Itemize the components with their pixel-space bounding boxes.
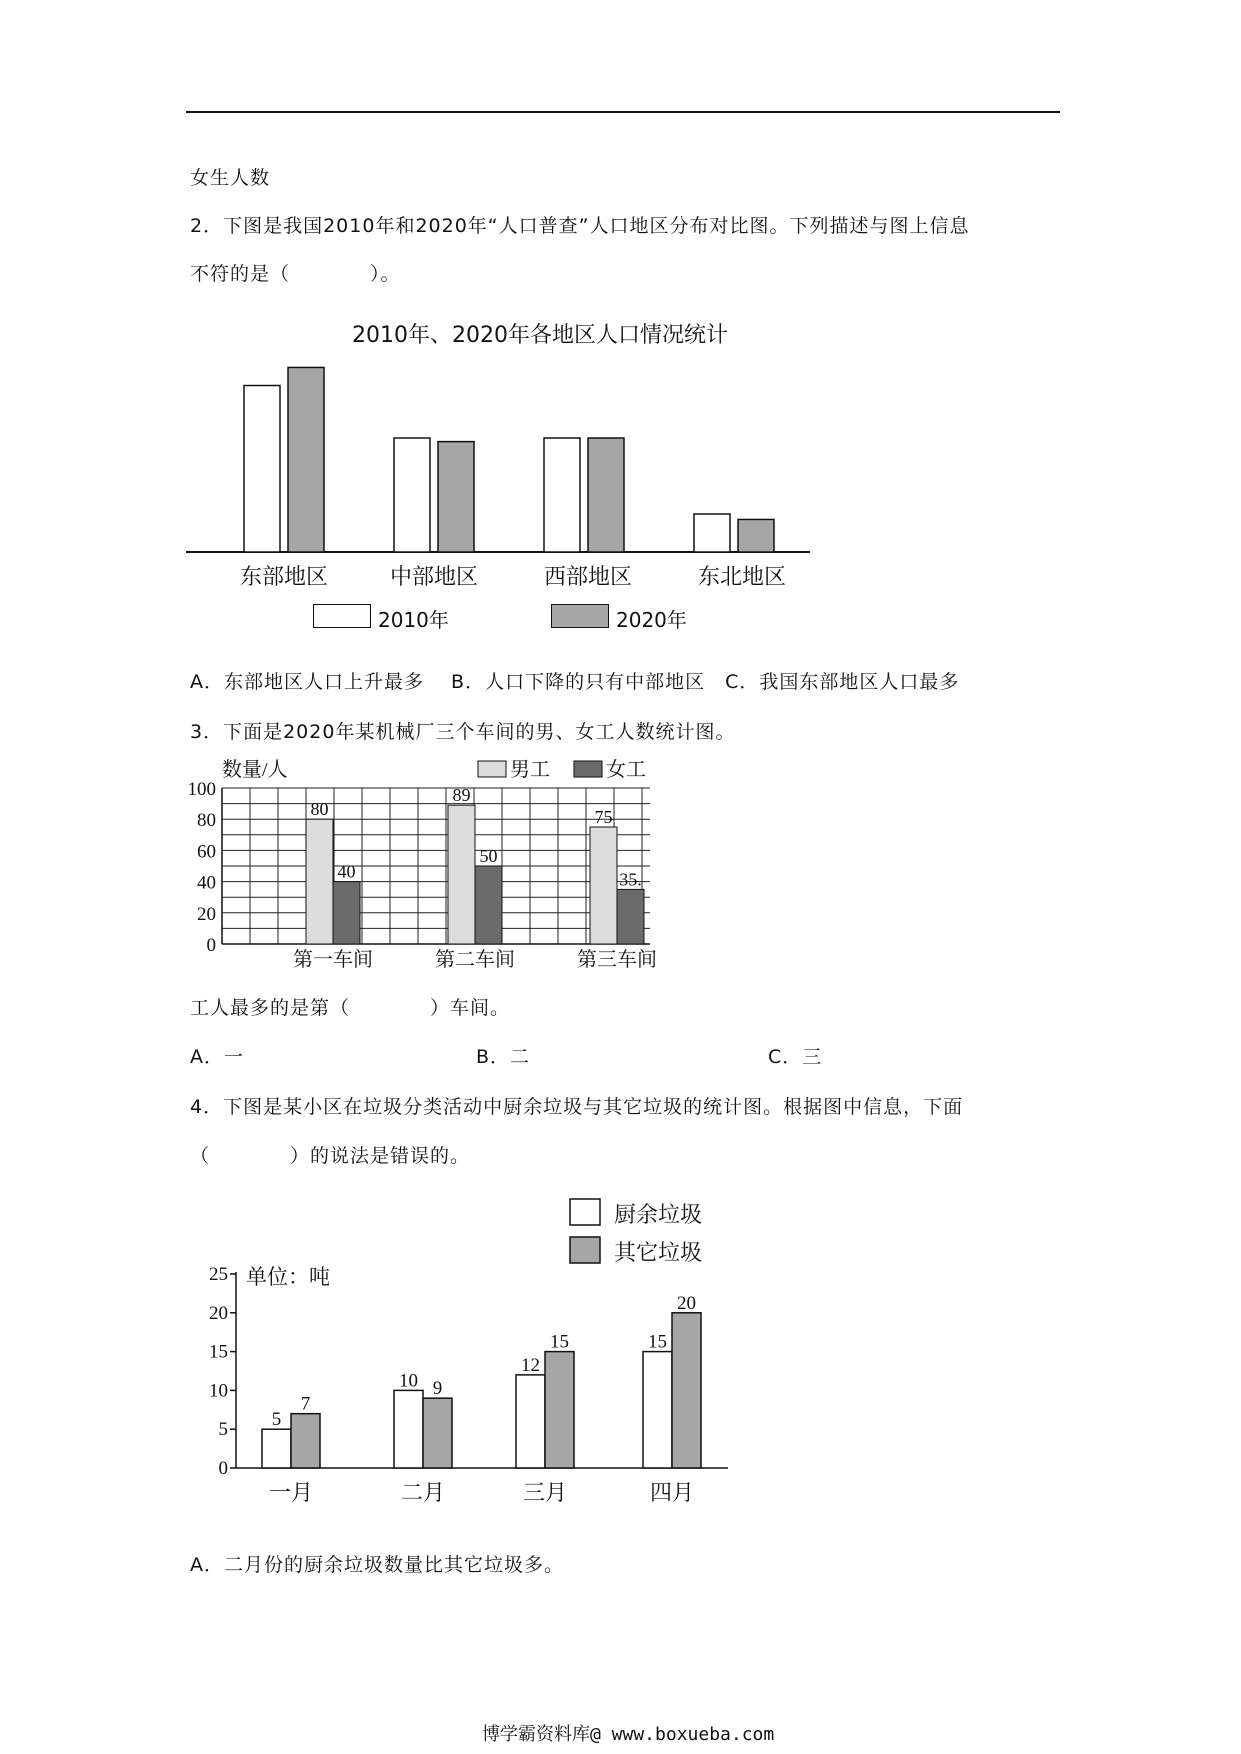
chart3-bar — [545, 1352, 574, 1468]
legend-swatch-2020 — [551, 604, 609, 628]
legend-label-female: 女工 — [606, 759, 646, 781]
footer-watermark: 博学霸资料库@ www.boxueba.com — [482, 1724, 775, 1745]
chart3-unit-label: 单位：吨 — [246, 1265, 330, 1289]
chart1-bar — [738, 519, 774, 552]
chart2-y-tick-label: 80 — [197, 810, 216, 832]
chart2-y-tick-label: 100 — [187, 779, 216, 800]
chart2-data-label: 40 — [337, 861, 356, 882]
chart2-y-tick-label: 60 — [197, 841, 216, 863]
q4-line1: 4．下图是某小区在垃圾分类活动中厨余垃圾与其它垃圾的统计图。根据图中信息，下面 — [190, 1096, 964, 1118]
chart2-y-axis-label: 数量/人 — [222, 759, 288, 781]
q3-question: 工人最多的是第（ ）车间。 — [190, 997, 511, 1019]
chart3-bar — [423, 1398, 452, 1468]
chart1-category-label: 西部地区 — [544, 565, 633, 590]
chart3-category-label: 三月 — [522, 1480, 568, 1505]
chart1-bar — [694, 514, 730, 552]
header-rule — [186, 111, 1060, 113]
chart3-y-tick-label: 0 — [218, 1458, 228, 1479]
legend-label-2010: 2010年 — [378, 608, 449, 632]
chart2-data-label: 35. — [619, 869, 642, 890]
chart2-bar — [306, 819, 333, 944]
chart1-bar — [438, 442, 474, 552]
q3-option-c: C．三 — [768, 1046, 823, 1068]
chart3-data-label: 10 — [399, 1370, 418, 1392]
chart3-bar — [394, 1390, 423, 1468]
chart3-data-label: 7 — [300, 1393, 311, 1415]
chart3-data-label: 12 — [521, 1354, 540, 1376]
chart3-y-tick-label: 10 — [209, 1380, 228, 1402]
chart3-category-label: 二月 — [400, 1480, 446, 1505]
header-line-text: 女生人数 — [190, 167, 271, 189]
chart3-data-label: 9 — [432, 1378, 443, 1400]
legend-swatch-male — [478, 761, 506, 777]
chart2-category-label: 第二车间 — [435, 949, 515, 971]
legend-label-other: 其它垃圾 — [614, 1240, 703, 1265]
chart2-data-label: 75 — [594, 807, 613, 827]
q3-option-b: B．二 — [476, 1046, 531, 1068]
legend-swatch-female — [574, 761, 602, 777]
chart3-category-label: 四月 — [649, 1480, 695, 1505]
chart1-category-label: 东部地区 — [240, 565, 329, 590]
chart3-bar — [672, 1313, 701, 1468]
garbage-chart — [180, 1190, 740, 1530]
chart3-y-tick-label: 25 — [209, 1264, 228, 1285]
q4-option-a: A．二月份的厨余垃圾数量比其它垃圾多。 — [190, 1554, 564, 1576]
chart3-y-tick-label: 20 — [209, 1302, 228, 1324]
chart2-data-label: 89 — [452, 785, 471, 806]
chart2-category-label: 第一车间 — [293, 949, 373, 971]
legend-label-2020: 2020年 — [616, 608, 687, 632]
chart3-bar — [262, 1429, 291, 1468]
legend-label-male: 男工 — [510, 759, 550, 781]
chart1-title: 2010年、2020年各地区人口情况统计 — [352, 323, 728, 348]
chart3-data-label: 5 — [271, 1409, 282, 1431]
chart2-bar — [590, 827, 617, 944]
chart3-y-tick-label: 15 — [209, 1341, 228, 1363]
q3-line1: 3．下面是2020年某机械厂三个车间的男、女工人数统计图。 — [190, 721, 736, 743]
chart1-category-label: 中部地区 — [390, 565, 479, 590]
chart3-bar — [516, 1375, 545, 1468]
q4-line2: （ ）的说法是错误的。 — [190, 1145, 471, 1167]
chart2-bar — [333, 882, 360, 944]
chart1-bar — [588, 438, 624, 552]
chart3-bar — [291, 1414, 320, 1468]
q2-line2: 不符的是（ ）。 — [190, 263, 401, 285]
chart1-bar — [394, 438, 430, 552]
chart3-bar — [643, 1352, 672, 1468]
chart3-y-tick-label: 5 — [218, 1419, 228, 1441]
chart2-category-label: 第三车间 — [577, 949, 657, 971]
legend-label-kitchen: 厨余垃圾 — [614, 1202, 703, 1227]
chart2-data-label: 80 — [310, 799, 329, 820]
chart2-y-tick-label: 40 — [197, 872, 216, 894]
chart2-bar — [617, 889, 644, 944]
workers-chart — [180, 750, 680, 980]
chart1-bar — [244, 386, 280, 552]
chart2-bar — [448, 805, 475, 944]
chart2-y-tick-label: 0 — [206, 935, 216, 956]
population-chart — [180, 350, 820, 660]
chart2-bar — [475, 866, 502, 944]
q2-options: A．东部地区人口上升最多 B．人口下降的只有中部地区 C．我国东部地区人口最多 — [190, 671, 960, 693]
chart1-bar — [288, 367, 324, 552]
legend-swatch-kitchen — [570, 1199, 600, 1225]
chart2-data-label: 50 — [479, 846, 498, 866]
q2-line1: 2．下图是我国2010年和2020年“人口普查”人口地区分布对比图。下列描述与图上信息 — [190, 215, 970, 237]
chart2-y-tick-label: 20 — [197, 903, 216, 925]
q3-option-a: A．一 — [190, 1046, 244, 1068]
chart1-category-label: 东北地区 — [698, 565, 787, 590]
chart3-category-label: 一月 — [268, 1480, 314, 1505]
chart3-data-label: 20 — [677, 1292, 696, 1314]
legend-swatch-other — [570, 1237, 600, 1263]
chart3-data-label: 15 — [550, 1331, 569, 1353]
legend-swatch-2010 — [313, 604, 371, 628]
chart1-bar — [544, 438, 580, 552]
chart3-data-label: 15 — [648, 1331, 667, 1353]
